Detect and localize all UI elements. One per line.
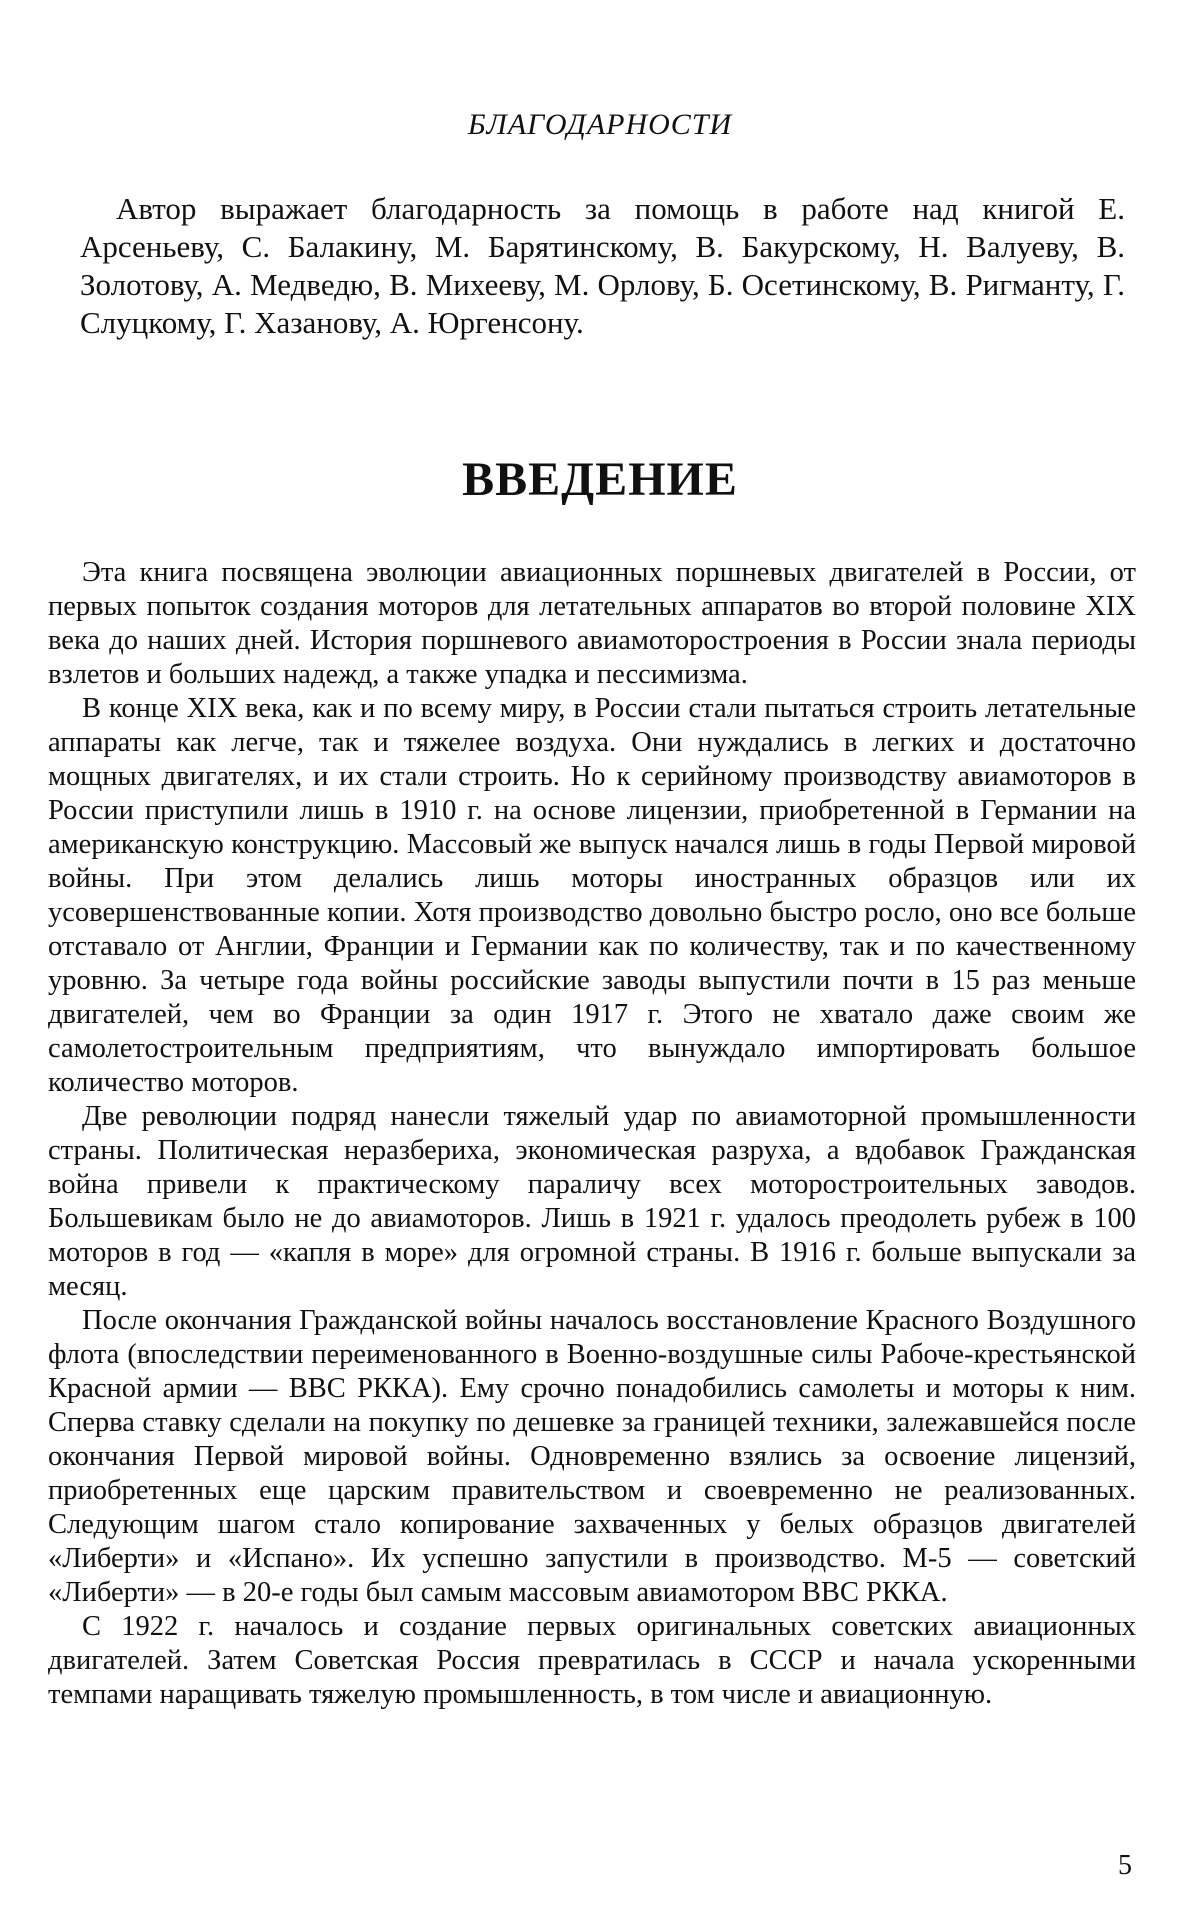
introduction-body bbox=[48, 556, 1136, 1712]
page-number: 5 bbox=[1118, 1850, 1132, 1881]
introduction-paragraph-4: После окончания Гражданской войны началось восстановление Красного Воздушного флота (впоследствии переименованного в Военно-воздушные силы Рабоче-крестьянской Красной армии — ВВС РККА). Ему срочно понадобились самолеты и моторы к ним. Сперва ставку сделали на покупку по дешевке за границей техники, залежавшейся после окончания Первой мировой войны. Одновременно взялись за освоение лицензий, приобретенных еще царским правительством и своевременно не реализованных. Следующим шагом стало копирование захваченных у белых образцов двигателей «Либерти» и «Испано». Их успешно запустили в производство. М-5 — советский «Либерти» — в 20-е годы был самым массовым авиамотором ВВС РККА. bbox=[48, 1305, 1136, 1608]
introduction-heading: ВВЕДЕНИЕ bbox=[462, 453, 738, 506]
introduction-paragraph-5: С 1922 г. началось и создание первых оригинальных советских авиационных двигателей. Затем Советская Россия превратилась в СССР и начала ускоренными темпами наращивать тяжелую промышленность, в том числе и авиационную. bbox=[48, 1611, 1136, 1710]
introduction-paragraph-3: Две революции подряд нанесли тяжелый удар по авиамоторной промышленности страны. Политическая неразбериха, экономическая разруха, а вдобавок Гражданская война привели к практическому параличу всех моторостроительных заводов. Большевикам было не до авиамоторов. Лишь в 1921 г. удалось преодолеть рубеж в 100 моторов в год — «капля в море» для огромной страны. В 1916 г. больше выпускали за месяц. bbox=[48, 1101, 1136, 1302]
introduction-paragraph-1: Эта книга посвящена эволюции авиационных поршневых двигателей в России, от первых попыток создания моторов для летательных аппаратов во второй половине XIX века до наших дней. История поршневого авиамоторостроения в России знала периоды взлетов и больших надежд, а также упадка и пессимизма. bbox=[48, 557, 1136, 690]
acknowledgements-heading: БЛАГОДАРНОСТИ bbox=[467, 108, 733, 141]
introduction-paragraph-2: В конце XIX века, как и по всему миру, в России стали пытаться строить летательные аппараты как легче, так и тяжелее воздуха. Они нуждались в легких и достаточно мощных двигателях, и их стали строить. Но к серийному производству авиамоторов в России приступили лишь в 1910 г. на основе лицензии, приобретенной в Германии на американскую конструкцию. Массовый же выпуск начался лишь в годы Первой мировой войны. При этом делались лишь моторы иностранных образцов или их усовершенствованные копии. Хотя производство довольно быстро росло, оно все больше отставало от Англии, Франции и Германии как по количеству, так и по качественному уровню. За четыре года войны российские заводы выпустили почти в 15 раз меньше двигателей, чем во Франции за один 1917 г. Этого не хватало даже своим же самолетостроительным предприятиям, что вынуждало импортировать большое количество моторов. bbox=[48, 693, 1136, 1098]
acknowledgements-text: Автор выражает благодарность за помощь в работе над книгой Е. Арсеньеву, С. Балакину, М. Барятинскому, В. Бакурскому, Н. Валуеву, В. Золотову, А. Медведю, В. Михееву, М. Орлову, Б. Осетинскому, В. Ригманту, Г. Слуцкому, Г. Хазанову, А. Юргенсону. bbox=[80, 191, 1125, 340]
